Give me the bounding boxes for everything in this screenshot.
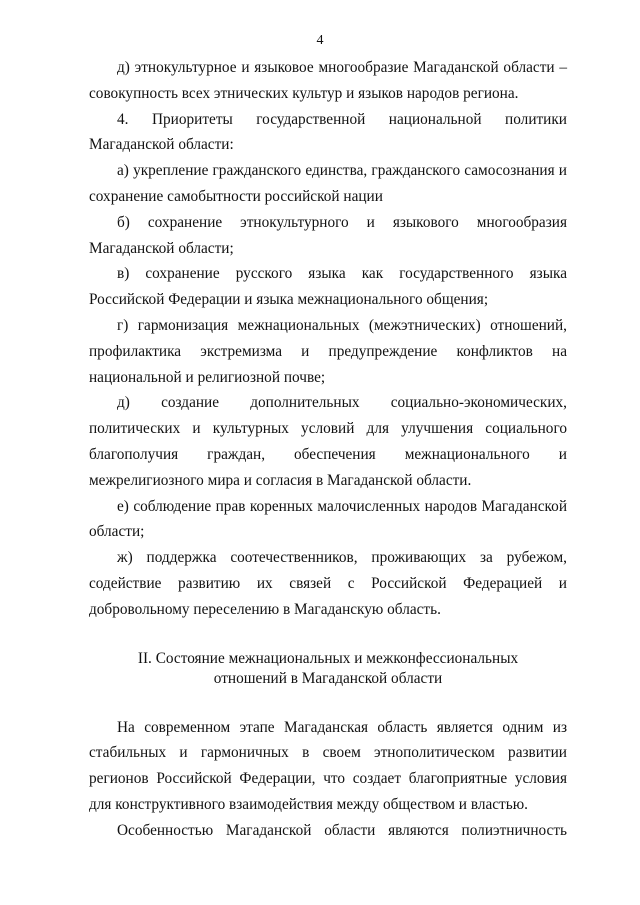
section-heading-line-2: отношений в Магаданской области [213,669,443,687]
section-heading [89,649,567,689]
paragraph-item-e: е) соблюдение прав коренных малочисленных народов Магаданской области; [89,497,567,541]
paragraph-item-zh: ж) поддержка соотечественников, проживающих за рубежом, содействие развитию их связей с Российской Федерацией и добровольному переселению в Магаданскую область. [89,549,567,618]
paragraph-diversity-definition: д) этнокультурное и языковое многообразие Магаданской области – совокупность всех этнических культур и языков народов региона. [89,59,567,102]
paragraph-current-stage: На современном этапе Магаданская область является одним из стабильных и гармоничных в своем этнополитическом развитии регионов Российской Федерации, что создает благоприятные условия для конструктивного взаимодействия между обществом и властью. [89,718,567,813]
section-heading-line-1: II. Состояние межнациональных и межконфессиональных [137,649,519,667]
paragraph-feature: Особенностью Магаданской области являются полиэтничность [117,821,567,839]
document-body [89,55,567,844]
paragraph-item-g: г) гармонизация межнациональных (межэтнических) отношений, профилактика экстремизма и предупреждение конфликтов на национальной и религиозной почве; [89,316,567,386]
paragraph-item-a: а) укрепление гражданского единства, гражданского самосознания и сохранение самобытности российской нации [89,162,567,205]
paragraph-item-d: д) создание дополнительных социально-экономических, политических и культурных условий для улучшения социального благополучия граждан, обеспечения межнационального и межрелигиозного мира и согласия в Магаданской области. [89,394,567,489]
page-number: 4 [316,33,324,48]
paragraph-item-v: в) сохранение русского языка как государственного языка Российской Федерации и языка межнационального общения; [89,265,567,309]
paragraph-priorities-heading: 4. Приоритеты государственной национальной политики Магаданской области: [89,110,567,154]
paragraph-item-b: б) сохранение этнокультурного и языкового многообразия Магаданской области; [89,213,567,257]
